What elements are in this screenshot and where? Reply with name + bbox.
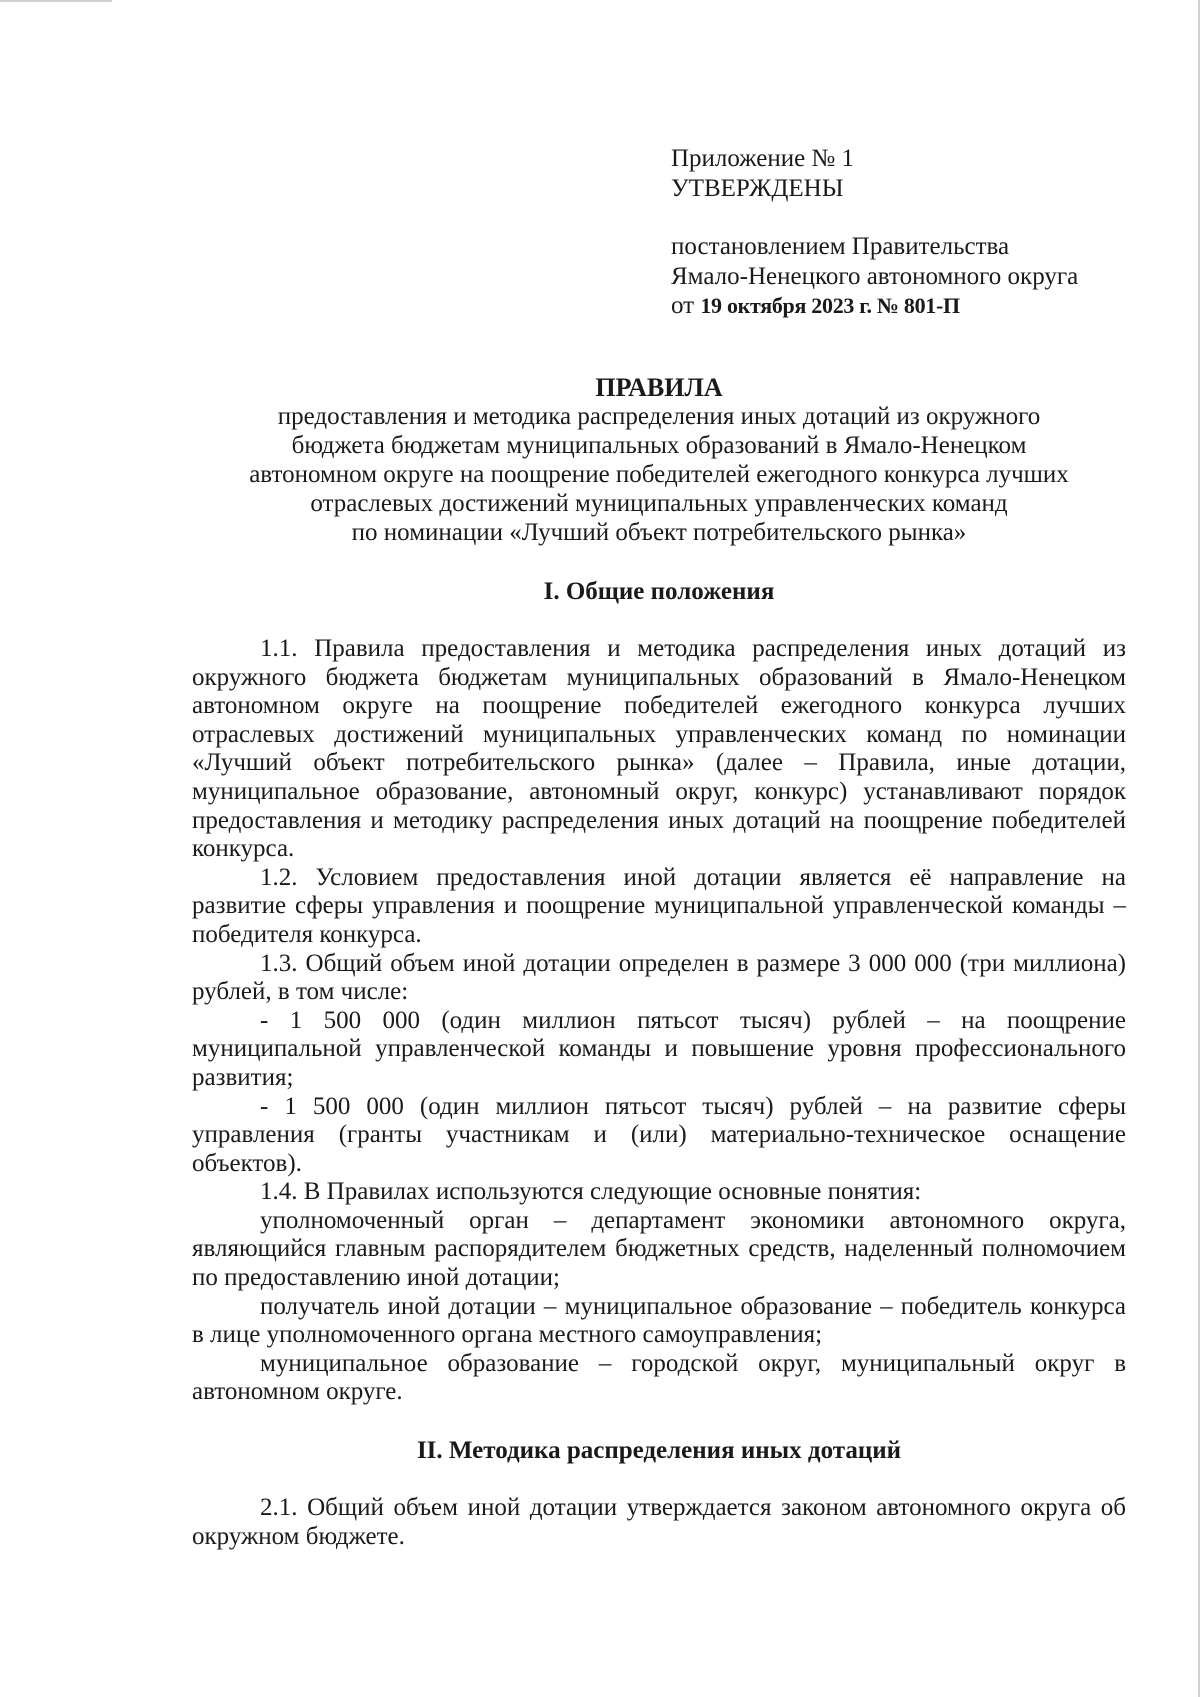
section-1-body: [192, 635, 1126, 1407]
subtitle-line: автономном округе на поощрение победителей ежегодного конкурса лучших: [249, 461, 1069, 488]
section-1-heading: I. Общие положения: [543, 578, 775, 605]
resolution-label: постановлением Правительства: [671, 233, 1010, 260]
appendix-number: Приложение № 1: [671, 145, 855, 172]
subtitle-line: отраслевых достижений муниципальных управленческих команд: [310, 490, 1008, 517]
resolution-date-line: [671, 291, 1141, 321]
subtitle-line: по номинации «Лучший объект потребительского рынка»: [351, 519, 967, 546]
section-2-body: [192, 1494, 1126, 1551]
government-name: Ямало-Ненецкого автономного округа: [671, 262, 1079, 290]
definition-recipient: получатель иной дотации – муниципальное образование – победитель конкурса в лице уполномоченного органа местного самоуправления;: [192, 1292, 1126, 1349]
paragraph-1-3-item-2: - 1 500 000 (один миллион пятьсот тысяч) рублей – на развитие сферы управления (гранты участникам и (или) материально-техническое оснащение объектов).: [192, 1092, 1126, 1177]
subtitle-line: предоставления и методика распределения иных дотаций из окружного: [277, 403, 1041, 430]
paragraph-1-2: 1.2. Условием предоставления иной дотации является её направление на развитие сферы управления и поощрение муниципальной управленческой команды – победителя конкурса.: [192, 863, 1126, 948]
paragraph-1-1: 1.1. Правила предоставления и методика распределения иных дотаций из окружного бюджета бюджетам муниципальных образований в Ямало-Ненецком автономном округе на поощрение победителей ежегодного конкурса лучших отраслевых достижений муниципальных управленческих команд по номинации «Лучший объект потребительского рынка» (далее – Правила, иные дотации, муниципальное образование, автономный округ, конкурс) устанавливают порядок предоставления и методику распределения иных дотаций на поощрение победителей конкурса.: [192, 635, 1126, 863]
paragraph-1-3: 1.3. Общий объем иной дотации определен в размере 3 000 000 (три миллиона) рублей, в том числе:: [192, 949, 1126, 1006]
paragraph-1-4: 1.4. В Правилах используются следующие основные понятия:: [260, 1178, 922, 1206]
paragraph-1-3-item-1: - 1 500 000 (один миллион пятьсот тысяч) рублей – на поощрение муниципальной управленческой команды и повышение уровня профессионального развития;: [192, 1006, 1126, 1091]
section-2-heading: II. Методика распределения иных дотаций: [416, 1437, 902, 1464]
paragraph-2-1: 2.1. Общий объем иной дотации утверждается законом автономного округа об окружном бюджете.: [192, 1494, 1126, 1550]
approval-block: [671, 144, 1141, 321]
document-title-block: [192, 373, 1126, 547]
approved-label: УТВЕРЖДЕНЫ: [671, 174, 844, 202]
document-title: ПРАВИЛА: [595, 373, 723, 402]
approval-gap: [671, 203, 1141, 232]
definition-authorized-body: уполномоченный орган – департамент экономики автономного округа, являющийся главным распорядителем бюджетных средств, наделенный полномочием по предоставлению иной дотации;: [192, 1206, 1126, 1292]
subtitle-line: бюджета бюджетам муниципальных образований в Ямало-Ненецком: [291, 432, 1027, 459]
date-prefix: от: [671, 292, 701, 319]
definition-municipality: муниципальное образование – городской округ, муниципальный округ в автономном округе.: [192, 1349, 1126, 1406]
resolution-date-number: 19 октября 2023 г. № 801-П: [700, 293, 960, 318]
